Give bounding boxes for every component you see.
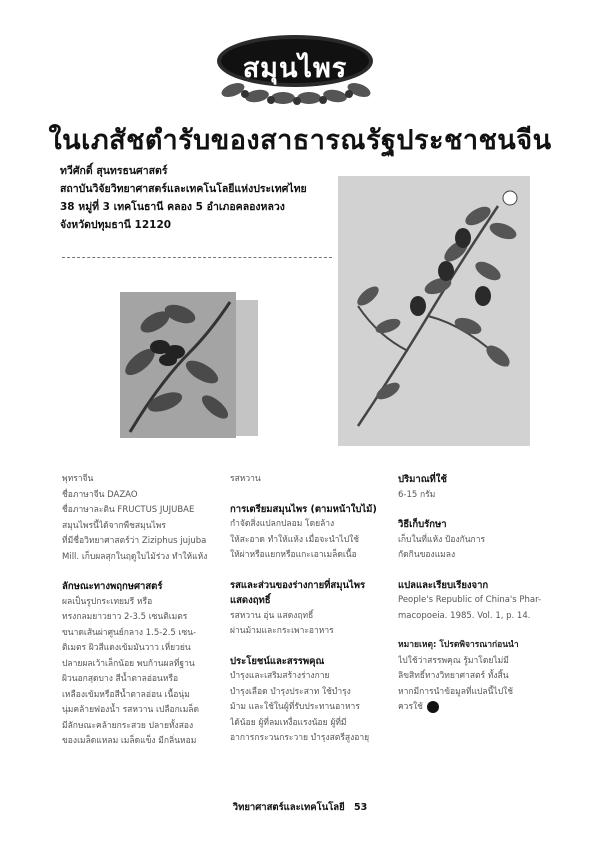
divider	[62, 257, 332, 258]
author-name: ทวีศักดิ์ สุนทรธนศาสตร์	[60, 165, 168, 177]
column-1	[62, 472, 222, 750]
jujube-photo	[120, 292, 236, 438]
text-line: พุทราจีน	[62, 474, 94, 484]
text-line: ผิวนอกสุดบาง สีน้ำตาลอ่อนหรือ	[62, 674, 179, 684]
section-heading: ลักษณะทางพฤกษศาสตร์	[62, 581, 163, 592]
text-line: อาการกระวนกระวาย บำรุงสตรีสูงอายุ	[230, 733, 370, 743]
text-line: Mill. เก็บผลสุกในฤดูใบไม้ร่วง ทำให้แห้ง	[62, 551, 208, 562]
page-footer	[200, 800, 400, 815]
text-line: ติเมตร ผิวสีแดงเข้มมันวาว เหี่ยวย่น	[62, 643, 191, 653]
text-line: ให้สะอาด ทำให้แห้ง เมื่อจะนำไปใช้	[230, 534, 360, 545]
author-address-line-2: จังหวัดปทุมธานี 12120	[60, 219, 172, 231]
text-line: macopoeia. 1985. Vol. 1, p. 14.	[398, 610, 531, 621]
section-heading: แปลและเรียบเรียงจาก	[398, 579, 489, 591]
magazine-section-logo	[205, 28, 385, 108]
text-line: ที่มีชื่อวิทยาศาสตร์ว่า Ziziphus jujuba	[62, 536, 207, 546]
section-heading: วิธีเก็บรักษา	[398, 519, 447, 530]
section-heading: รสและส่วนของร่างกายที่สมุนไพร	[230, 579, 366, 591]
text-line: เก็บในที่แห้ง ป้องกันการ	[398, 534, 486, 545]
note-line: ลิขสิทธิ์ทางวิทยาศาสตร์ ทั้งสิ้น	[398, 671, 509, 681]
text-line: ให้ผ่าหรือแยกหรือแกะเอาเมล็ดเนื้อ	[230, 550, 357, 560]
note-line: ไปใช้ว่าสรรพคุณ รู้มาโดยไม่มี	[398, 655, 509, 666]
column-2	[230, 472, 390, 747]
section-heading: ประโยชน์และสรรพคุณ	[230, 655, 325, 667]
text-line: ผ่านม้ามและกระเพาะอาหาร	[230, 626, 334, 636]
text-line: ผลเป็นรูปกระเทยมรี หรือ	[62, 596, 153, 607]
text-line: ม้าม และใช้ในผู้ที่รับประทานอาหาร	[230, 702, 360, 712]
end-mark-icon	[427, 701, 439, 713]
note-line: หากมีการนำข้อมูลที่แปลนี้ไปใช้	[398, 686, 514, 697]
jujube-botanical-illustration	[338, 176, 530, 446]
note-line-text: ควรใช้	[398, 702, 423, 712]
logo-text: สมุนไพร	[242, 53, 348, 84]
text-line: รสหวาน	[230, 474, 261, 484]
text-line: ของเมล็ดแหลม เมล็ดแข็ง มีกลิ่นหอม	[62, 736, 197, 746]
note-line: หมายเหตุ: โปรดพิจารณาก่อนนำ	[398, 640, 519, 650]
magazine-name: วิทยาศาสตร์และเทคโนโลยี	[232, 802, 345, 813]
text-line: ขนาดเส้นผ่าศูนย์กลาง 1.5-2.5 เซน-	[62, 627, 197, 638]
text-line: ได้น้อย ผู้ที่ลมเหงื่อแรงน้อย ผู้ที่มี	[230, 717, 347, 728]
text-line: บำรุงเลือด บำรุงประสาท ใช้บำรุง	[230, 686, 351, 697]
text-line: มีลักษณะคล้ายกระสวย ปลายทั้งสอง	[62, 720, 194, 731]
text-line: 6-15 กรัม	[398, 489, 436, 500]
column-3	[398, 472, 550, 716]
section-heading: แสดงฤทธิ์	[230, 595, 271, 606]
text-line: ปลายผลเว้าเล็กน้อย พบก้านผลที่ฐาน	[62, 658, 195, 669]
text-line: ทรงกลมยาวยาว 2-3.5 เซนติเมตร	[62, 612, 188, 622]
author-affiliation: สถาบันวิจัยวิทยาศาสตร์และเทคโนโลยีแห่งประเทศไทย	[60, 183, 307, 195]
text-line: People's Republic of China's Phar-	[398, 595, 542, 605]
section-heading: ปริมาณที่ใช้	[398, 474, 447, 485]
author-block	[60, 162, 340, 234]
note-line	[398, 700, 550, 716]
text-line: บำรุงและเสริมสร้างร่างกาย	[230, 671, 330, 681]
text-line: ชื่อภาษาละติน FRUCTUS JUJUBAE	[62, 505, 195, 515]
author-address-line-1: 38 หมู่ที่ 3 เทคโนธานี คลอง 5 อำเภอคลองหลวง	[60, 201, 285, 213]
text-line: เหลืองเข้มหรือสีน้ำตาลอ่อน เนื้อนุ่ม	[62, 689, 190, 700]
article-title: ในเภสัชตำรับของสาธารณรัฐประชาชนจีน	[48, 125, 552, 156]
text-line: นุ่มคล้ายฟองน้ำ รสหวาน เปลือกเมล็ด	[62, 705, 200, 715]
page-number: 53	[354, 802, 368, 813]
text-line: ชื่อภาษาจีน DAZAO	[62, 489, 138, 500]
photo-shadow	[236, 300, 258, 436]
section-heading: การเตรียมสมุนไพร (ตามหน้าใบไม้)	[230, 503, 377, 515]
text-line: กำจัดสิ่งแปลกปลอม โดยล้าง	[230, 519, 335, 529]
text-line: สมุนไพรนี้ได้จากพืชสมุนไพร	[62, 520, 166, 531]
text-line: รสหวาน อุ่น แสดงฤทธิ์	[230, 610, 314, 621]
text-line: กัดกินของแมลง	[398, 550, 456, 560]
